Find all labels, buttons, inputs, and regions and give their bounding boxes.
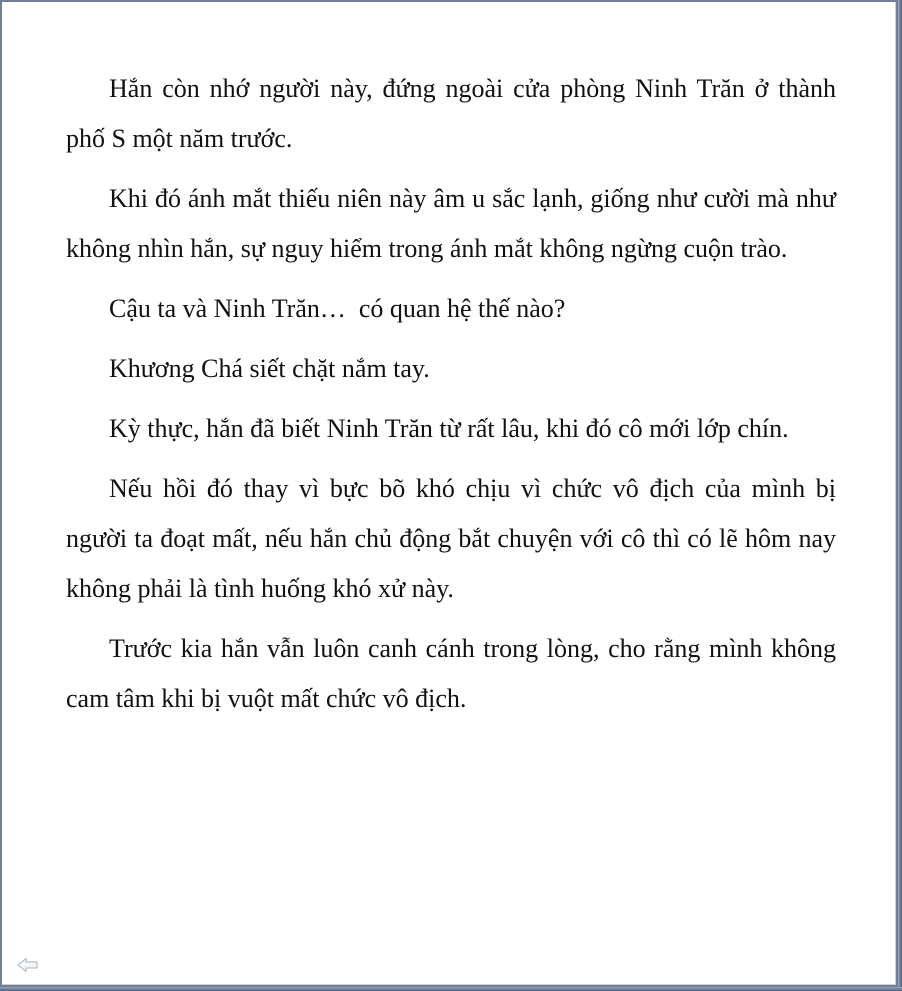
paragraph: Kỳ thực, hắn đã biết Ninh Trăn từ rất lâu, khi đó cô mới lớp chín. bbox=[109, 414, 789, 443]
window-frame-right bbox=[898, 0, 902, 991]
paragraph: Khi đó ánh mắt thiếu niên này âm u sắc lạnh, giống như cười mà như không nhìn hắn, sự nguy hiểm trong ánh mắt không ngừng cuộn trào. bbox=[66, 184, 836, 263]
document-page bbox=[2, 2, 896, 985]
arrow-left-icon bbox=[17, 957, 39, 973]
paragraph: Nếu hồi đó thay vì bực bõ khó chịu vì chức vô địch của mình bị người ta đoạt mất, nếu hắn chủ động bắt chuyện với cô thì có lẽ hôm nay không phải là tình huống khó xử này. bbox=[66, 474, 836, 603]
document-body bbox=[66, 64, 836, 734]
paragraph: Trước kia hắn vẫn luôn canh cánh trong lòng, cho rằng mình không cam tâm khi bị vuột mất chức vô địch. bbox=[66, 634, 836, 713]
paragraph: Cậu ta và Ninh Trăn… có quan hệ thế nào? bbox=[109, 294, 566, 323]
back-button[interactable] bbox=[17, 957, 39, 973]
paragraph: Hắn còn nhớ người này, đứng ngoài cửa phòng Ninh Trăn ở thành phố S một năm trước. bbox=[66, 74, 836, 153]
window-frame-bottom bbox=[0, 987, 902, 991]
paragraph: Khương Chá siết chặt nắm tay. bbox=[109, 354, 430, 383]
